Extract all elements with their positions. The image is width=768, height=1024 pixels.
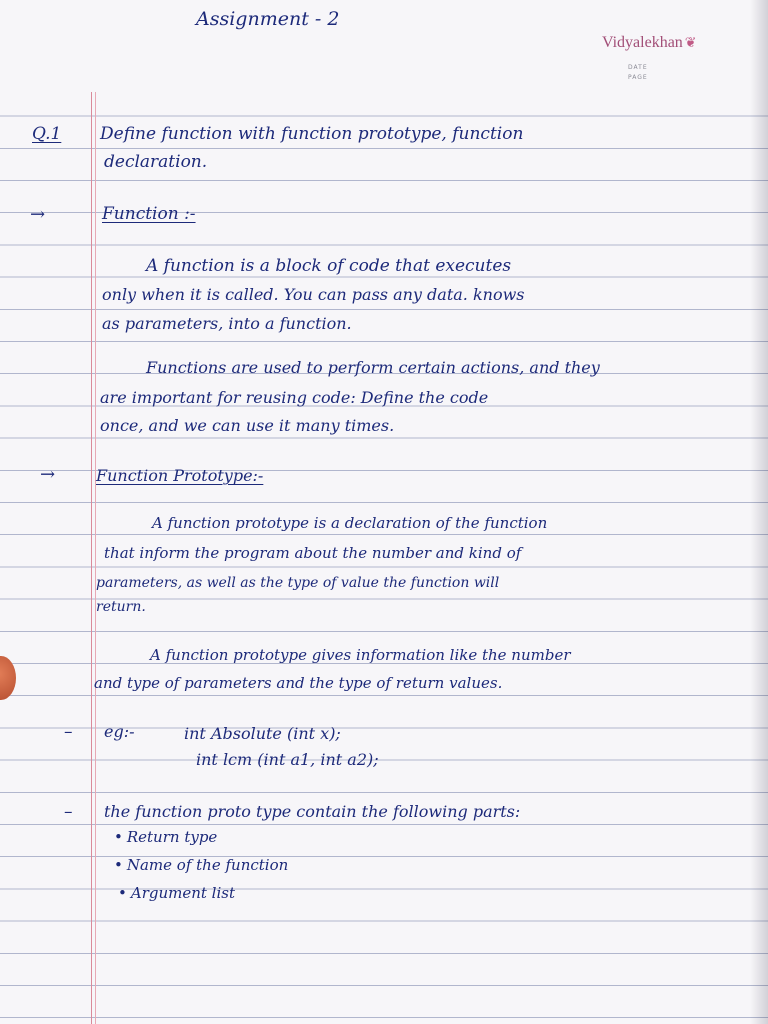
part-argument-list: • Argument list — [118, 886, 235, 901]
margin-line — [91, 92, 92, 1024]
arrow-icon: → — [40, 464, 56, 485]
parts-intro: the function proto type contain the following parts: — [104, 802, 521, 821]
dash-marker: – — [64, 722, 73, 742]
para3-line-1: A function prototype is a declaration of the function — [152, 514, 548, 532]
para3-line-2: that inform the program about the number and kind of — [104, 544, 522, 562]
question-label: Q.1 — [32, 124, 62, 144]
heading-function-prototype: Function Prototype:- — [96, 466, 264, 485]
para3-line-3: parameters, as well as the type of value the function will — [96, 575, 500, 591]
para4-line-1: A function prototype gives information like the number — [150, 646, 571, 664]
arrow-icon: → — [30, 204, 46, 225]
para2-line-3: once, and we can use it many times. — [100, 416, 395, 435]
para1-line-1: A function is a block of code that executes — [146, 256, 512, 276]
page-label: PAGE — [628, 74, 648, 81]
question-text-line-2: declaration. — [104, 152, 208, 172]
margin-line-secondary — [95, 92, 96, 1024]
dash-marker: – — [64, 802, 73, 822]
para2-line-2: are important for reusing code: Define the code — [100, 388, 489, 407]
date-label: DATE — [628, 64, 648, 71]
brand-logo — [602, 34, 697, 52]
para4-line-2: and type of parameters and the type of return values. — [94, 674, 503, 692]
logo-mark-icon: ❦ — [684, 36, 697, 51]
para1-line-2: only when it is called. You can pass any data. knows — [102, 285, 525, 304]
example-line-1: int Absolute (int x); — [184, 724, 341, 743]
para1-line-3: as parameters, into a function. — [102, 314, 352, 333]
part-function-name: • Name of the function — [114, 858, 288, 873]
page-shadow — [750, 0, 768, 1024]
para2-line-1: Functions are used to perform certain actions, and they — [146, 358, 600, 377]
assignment-title: Assignment - 2 — [196, 8, 340, 30]
heading-function: Function :- — [102, 204, 196, 224]
example-line-2: int lcm (int a1, int a2); — [196, 750, 379, 769]
part-return-type: • Return type — [114, 830, 217, 845]
question-text-line-1: Define function with function prototype, function — [100, 124, 524, 144]
para3-line-4: return. — [96, 599, 146, 615]
brand-logo-text: Vidyalekhan — [602, 34, 683, 51]
example-label: eg:- — [104, 722, 135, 741]
